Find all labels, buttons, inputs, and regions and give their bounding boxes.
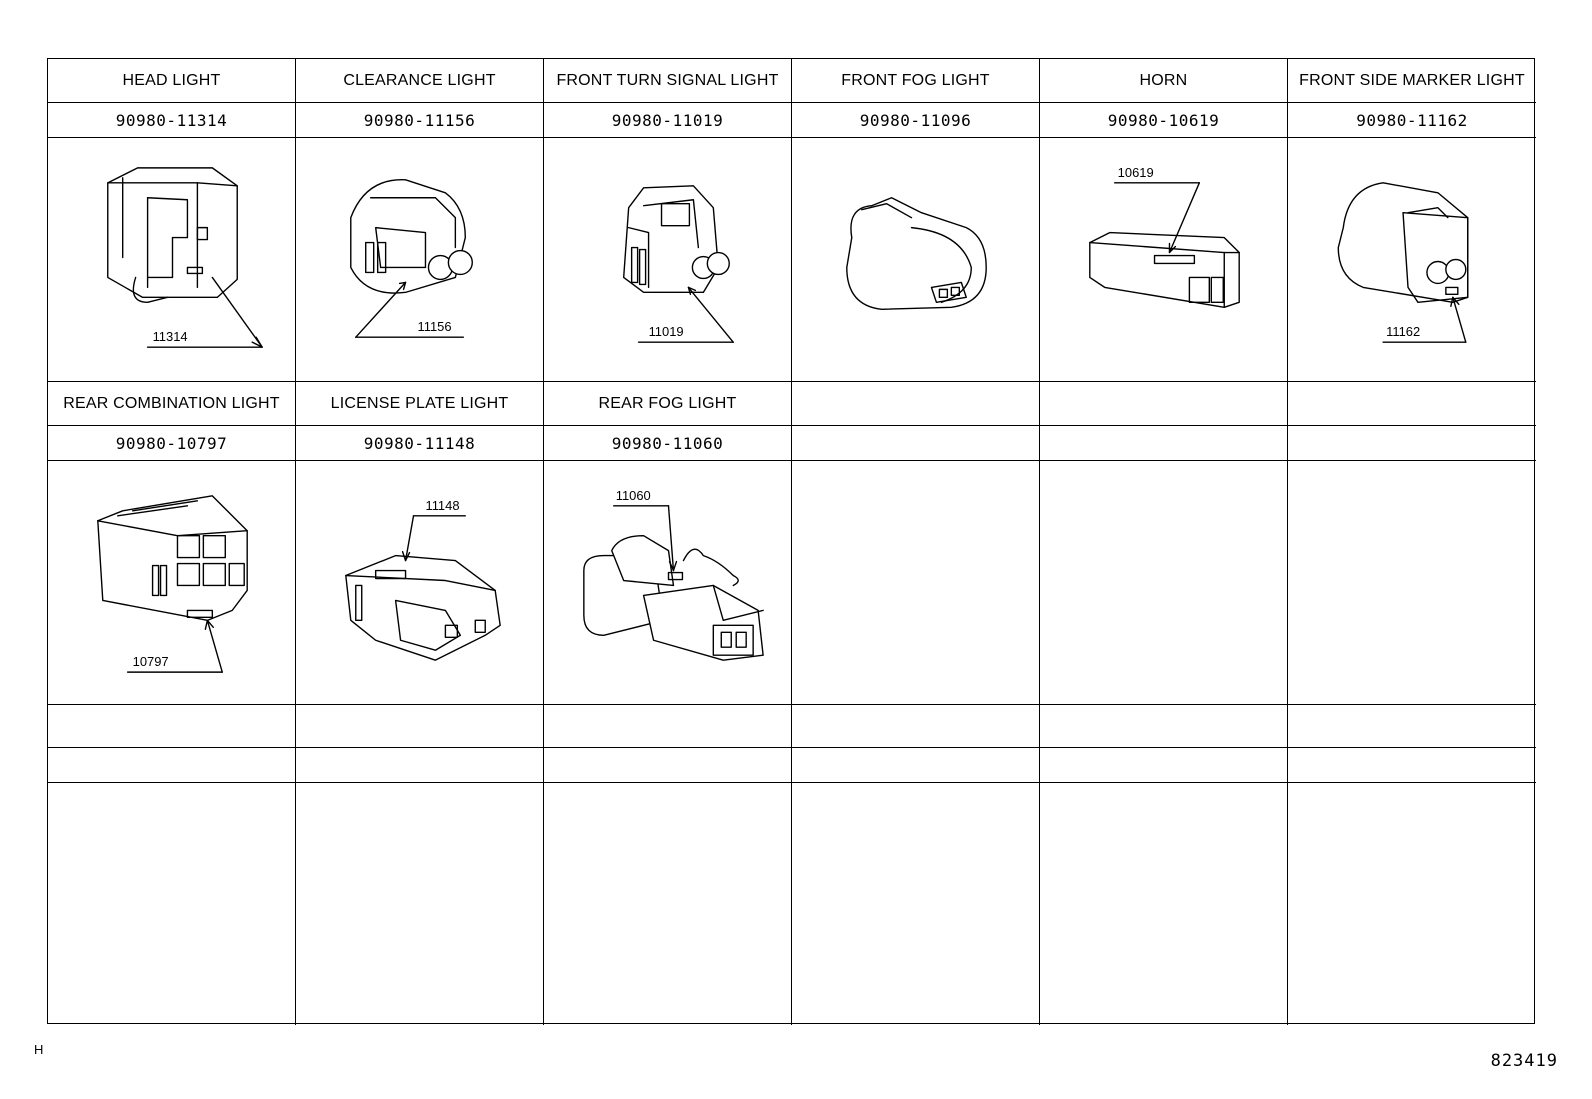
connector-drawing — [1040, 138, 1287, 381]
title-front-side-marker-light: FRONT SIDE MARKER LIGHT — [1299, 71, 1525, 89]
cell-pn-horn — [1040, 103, 1288, 138]
cell-pn-empty — [1040, 426, 1288, 461]
cell-title-empty — [1288, 705, 1536, 748]
cell-pn-empty — [48, 748, 296, 783]
connector-figure-license-plate-light — [296, 461, 544, 705]
cell-title-clearance-light — [296, 59, 544, 103]
callout-label: 11019 — [648, 324, 684, 340]
cell-title-front-side-marker — [1288, 59, 1536, 103]
part-number: 90980-11156 — [363, 110, 476, 130]
cell-pn-front-turn-signal — [544, 103, 792, 138]
title-rear-combination-light: REAR COMBINATION LIGHT — [63, 394, 280, 412]
connector-table — [47, 58, 1535, 1024]
cell-pn-rear-fog-light — [544, 426, 792, 461]
connector-figure-empty — [1288, 461, 1536, 705]
cell-pn-empty — [1288, 426, 1536, 461]
connector-figure-front-fog-light — [792, 138, 1040, 382]
cell-pn-empty — [1288, 748, 1536, 783]
part-number: 90980-11314 — [115, 110, 228, 130]
connector-figure-front-turn-signal — [544, 138, 792, 382]
title-rear-fog-light: REAR FOG LIGHT — [598, 394, 737, 412]
cell-pn-license-plate-light — [296, 426, 544, 461]
connector-drawing — [792, 138, 1039, 381]
cell-pn-rear-combination-light — [48, 426, 296, 461]
connector-figure-horn — [1040, 138, 1288, 382]
cell-pn-front-side-marker — [1288, 103, 1536, 138]
cell-title-license-plate-light — [296, 382, 544, 426]
page-mark: H — [34, 1042, 44, 1057]
cell-title-empty — [296, 705, 544, 748]
figure-number: 823419 — [1490, 1051, 1558, 1071]
connector-figure-front-side-marker — [1288, 138, 1536, 382]
cell-pn-empty — [296, 748, 544, 783]
cell-title-empty — [544, 705, 792, 748]
connector-figure-empty — [1040, 783, 1288, 1025]
part-number: 90980-11148 — [363, 433, 476, 453]
cell-pn-empty — [792, 426, 1040, 461]
connector-figure-empty — [1288, 783, 1536, 1025]
part-number: 90980-11019 — [611, 110, 724, 130]
cell-title-rear-combination-light — [48, 382, 296, 426]
connector-figure-empty — [792, 783, 1040, 1025]
cell-pn-empty — [544, 748, 792, 783]
callout-label: 11314 — [152, 329, 188, 345]
cell-pn-front-fog-light — [792, 103, 1040, 138]
cell-title-horn — [1040, 59, 1288, 103]
callout-label: 11148 — [425, 497, 460, 513]
cell-title-empty — [1288, 382, 1536, 426]
cell-title-head-light — [48, 59, 296, 103]
part-number: 90980-11060 — [611, 433, 724, 453]
cell-title-front-fog-light — [792, 59, 1040, 103]
callout-label: 10797 — [132, 654, 169, 670]
connector-figure-empty — [1040, 461, 1288, 705]
connector-figure-empty — [296, 783, 544, 1025]
cell-pn-empty — [792, 748, 1040, 783]
part-number: 90980-10619 — [1107, 110, 1220, 130]
title-front-fog-light: FRONT FOG LIGHT — [841, 71, 990, 89]
cell-title-empty — [1040, 705, 1288, 748]
connector-figure-rear-combination-light — [48, 461, 296, 705]
connector-figure-rear-fog-light — [544, 461, 792, 705]
cell-title-empty — [48, 705, 296, 748]
part-number: 90980-11096 — [859, 110, 972, 130]
cell-title-empty — [1040, 382, 1288, 426]
part-number: 90980-11162 — [1356, 110, 1468, 130]
title-clearance-light: CLEARANCE LIGHT — [343, 71, 496, 89]
callout-label: 10619 — [1117, 164, 1154, 180]
part-number: 90980-10797 — [115, 433, 228, 453]
cell-pn-head-light — [48, 103, 296, 138]
connector-figure-head-light — [48, 138, 296, 382]
cell-pn-clearance-light — [296, 103, 544, 138]
title-horn: HORN — [1139, 71, 1188, 89]
connector-figure-empty — [544, 783, 792, 1025]
connector-figure-clearance-light — [296, 138, 544, 382]
callout-label: 11156 — [417, 319, 452, 335]
connector-drawing — [48, 138, 295, 381]
cell-title-empty — [792, 382, 1040, 426]
cell-title-front-turn-signal — [544, 59, 792, 103]
cell-pn-empty — [1040, 748, 1288, 783]
connector-drawing — [48, 461, 295, 704]
title-license-plate-light: LICENSE PLATE LIGHT — [330, 394, 509, 412]
connector-figure-empty — [792, 461, 1040, 705]
connector-drawing — [544, 461, 791, 704]
callout-label: 11162 — [1386, 324, 1421, 340]
connector-figure-empty — [48, 783, 296, 1025]
connector-drawing — [1288, 138, 1536, 381]
title-front-turn-signal-light: FRONT TURN SIGNAL LIGHT — [556, 71, 779, 89]
connector-drawing — [544, 138, 791, 381]
callout-label: 11060 — [615, 487, 651, 503]
title-head-light: HEAD LIGHT — [122, 71, 221, 89]
cell-title-empty — [792, 705, 1040, 748]
cell-title-rear-fog-light — [544, 382, 792, 426]
connector-drawing — [296, 461, 543, 704]
connector-drawing — [296, 138, 543, 381]
